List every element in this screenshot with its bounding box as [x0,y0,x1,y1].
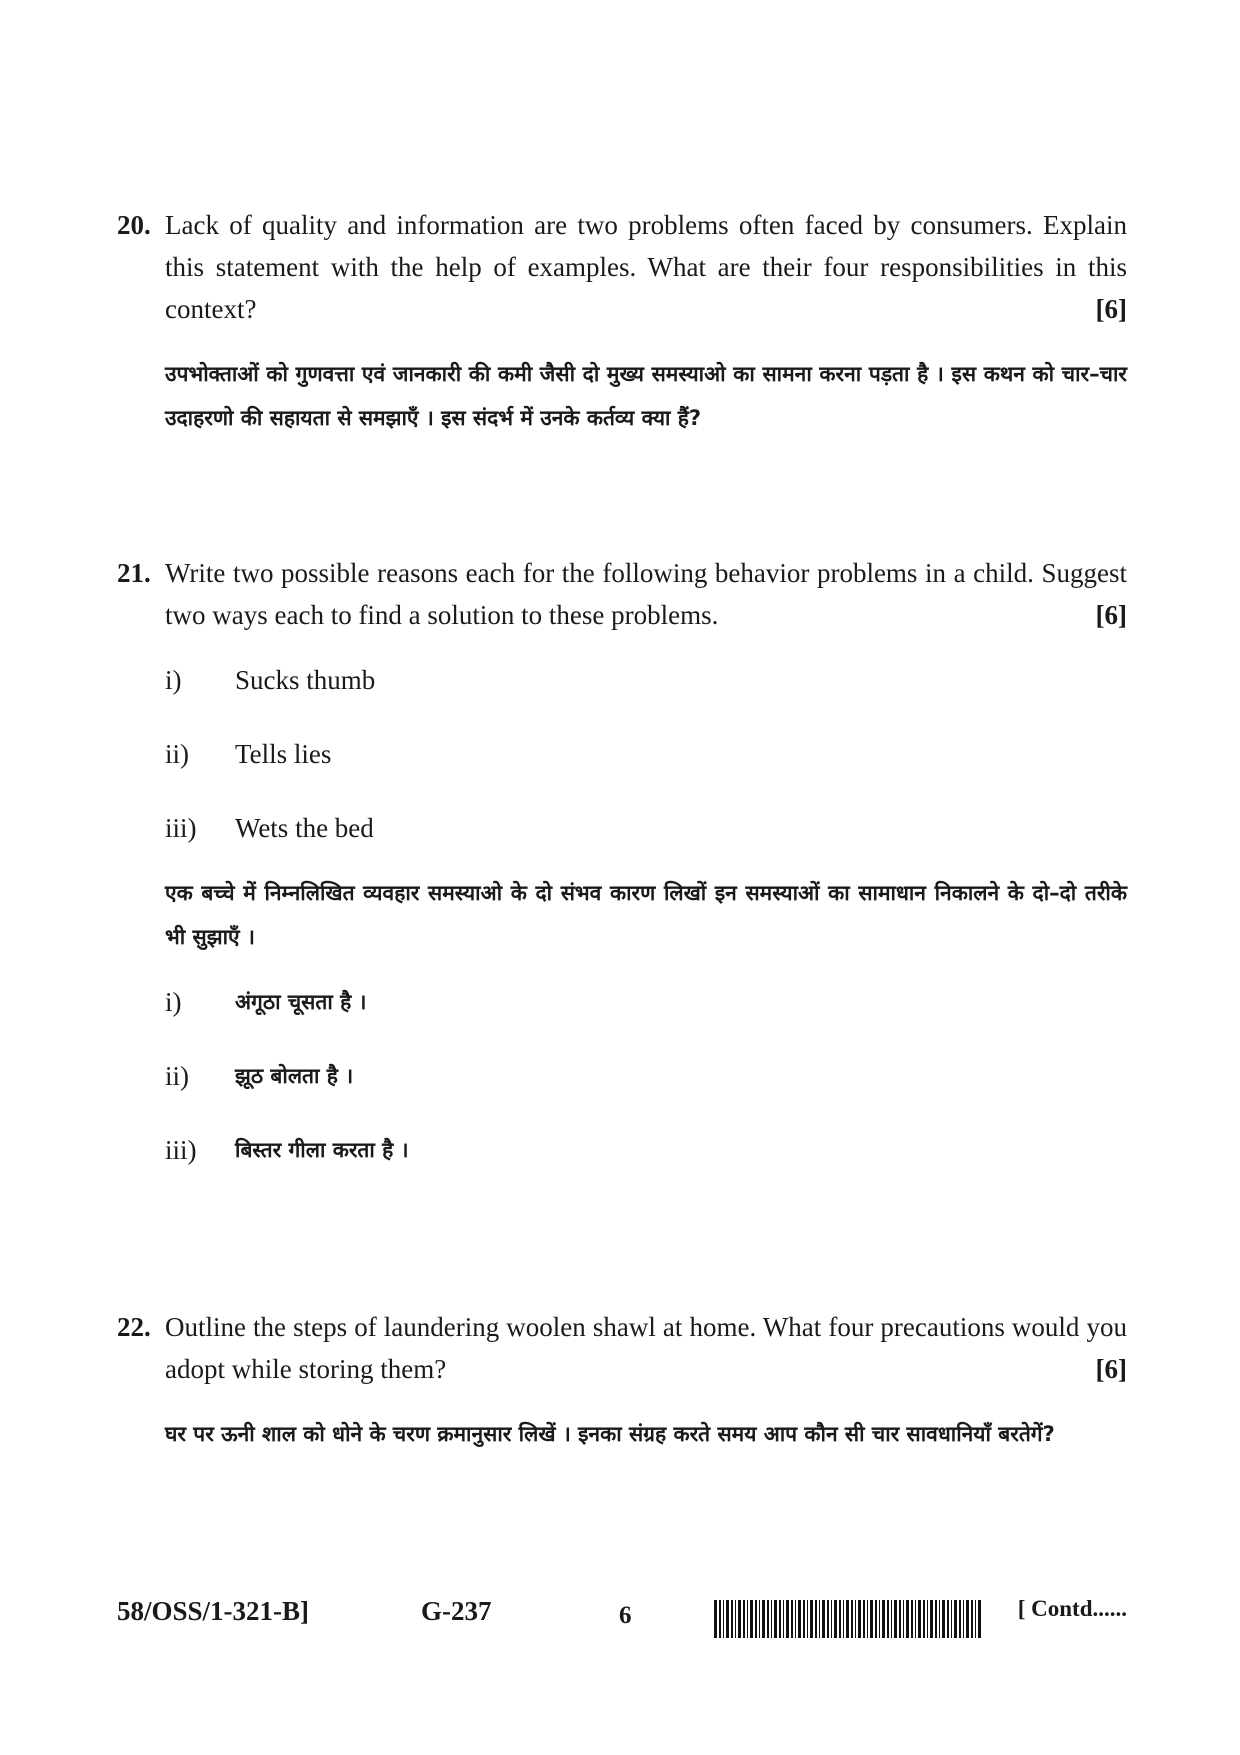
question-text-hindi: उपभोक्ताओं को गुणवत्ता एवं जानकारी की कमी जैसी दो मुख्य समस्याओ का सामना करना पड़ता है । इस कथन को चार–चार उदाहरणो की सहायता से समझाएँ । इस संदर्भ में उनके कर्तव्य क्या हैं? [165,362,1127,430]
marks-label: [6] [1095,600,1127,630]
question-22 [117,1306,1127,1456]
option-item [165,735,1127,773]
option-text-hindi: अंगूठा चूसता है । [235,990,367,1014]
page-footer [117,1596,1127,1646]
question-21 [117,552,1127,1169]
option-number: i) [165,987,182,1017]
marks-label: [6] [1095,1354,1127,1384]
question-text: Outline the steps of laundering woolen shawl at home. What four precautions would you adopt while storing them? [6] [165,1306,1127,1390]
question-number: 21. [117,558,151,588]
question-text: Lack of quality and information are two problems often faced by consumers. Explain this statement with the help of examples. What are their four responsibilities in this context? [6] [165,204,1127,330]
option-text-hindi: झूठ बोलता है । [235,1064,354,1088]
option-item-hindi [165,1131,1127,1169]
marks-label: [6] [1095,294,1127,324]
question-text-hindi: घर पर ऊनी शाल को धोने के चरण क्रमानुसार लिखें । इनका संग्रह करते समय आप कौन सी चार सावधानियॉं बरतेगें? [165,1422,1055,1446]
question-number: 20. [117,210,151,240]
option-item-hindi [165,983,1127,1021]
option-text: Tells lies [235,739,332,769]
option-number: ii) [165,739,189,769]
option-number: iii) [165,1135,197,1165]
question-20 [117,204,1127,440]
option-item-hindi [165,1057,1127,1095]
barcode-icon [714,1600,984,1638]
option-text: Wets the bed [235,813,374,843]
series-code: G-237 [421,1596,492,1626]
option-number: iii) [165,813,197,843]
continued-label: [ Contd...... [1017,1596,1127,1621]
question-text-hindi: एक बच्चे में निम्नलिखित व्यवहार समस्याओ के दो संभव कारण लिखों इन समस्याओं का सामाधान निकालने के दो–दो तरीके भी सुझाएँ । [165,881,1127,949]
page-number: 6 [619,1602,632,1629]
option-text-hindi: बिस्तर गीला करता है । [235,1138,409,1162]
option-item [165,809,1127,847]
option-number: ii) [165,1061,189,1091]
option-item [165,661,1127,699]
paper-code: 58/OSS/1-321-B] [117,1596,310,1626]
option-text: Sucks thumb [235,665,376,695]
option-number: i) [165,665,182,695]
question-text: Write two possible reasons each for the following behavior problems in a child. Suggest two ways each to find a solution to these problems. [6] [165,552,1127,636]
question-number: 22. [117,1312,151,1342]
